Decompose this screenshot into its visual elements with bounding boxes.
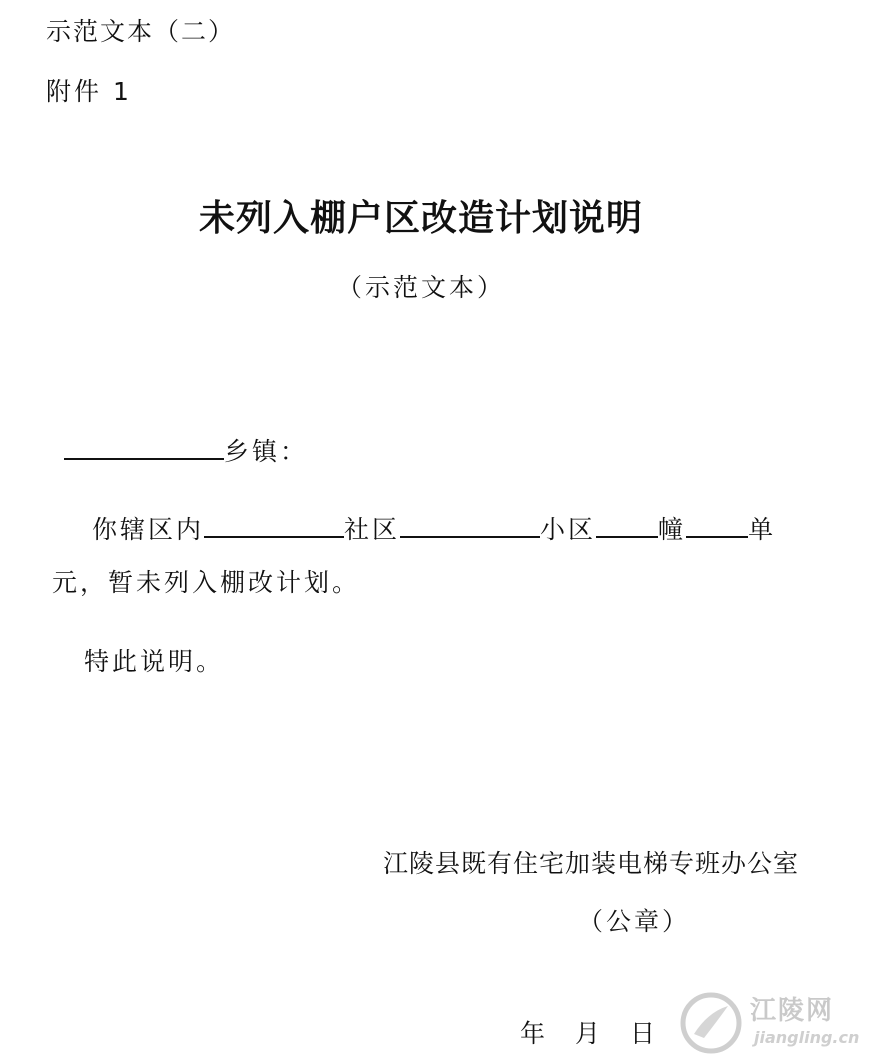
closing-statement: 特此说明。 [84, 647, 225, 676]
issuing-office: 江陵县既有住宅加装电梯专班办公室 [383, 849, 800, 878]
date-line [520, 1014, 655, 1050]
estate-label: 小区 [540, 515, 597, 544]
body-prefix: 你辖区内 [92, 515, 205, 544]
official-seal-note: （公章） [578, 907, 691, 936]
unit-label: 单 [748, 515, 777, 544]
date-year: 年 [520, 1019, 546, 1048]
town-row [64, 432, 308, 468]
building-blank [686, 512, 748, 538]
town-blank [64, 434, 224, 460]
document-title: 未列入棚户区改造计划说明 [198, 198, 643, 239]
body-line-2: 元，暂未列入棚改计划。 [52, 568, 361, 597]
body-line-1 [92, 510, 776, 546]
watermark-domain: jiangling.cn [754, 1028, 860, 1047]
building-label: 幢 [658, 515, 687, 544]
site-watermark [678, 988, 874, 1060]
district-blank [204, 512, 344, 538]
town-suffix: 乡镇： [224, 437, 309, 466]
estate-blank [596, 512, 658, 538]
watermark-logo-icon [678, 990, 744, 1056]
date-month: 月 [575, 1019, 601, 1048]
date-day: 日 [630, 1019, 656, 1048]
sample-label: 示范文本（二） [46, 17, 236, 46]
document-subtitle: （示范文本） [336, 273, 505, 302]
community-blank [400, 512, 540, 538]
community-label: 社区 [344, 515, 401, 544]
watermark-name: 江陵网 [750, 996, 835, 1026]
attachment-label: 附件 1 [46, 77, 132, 106]
